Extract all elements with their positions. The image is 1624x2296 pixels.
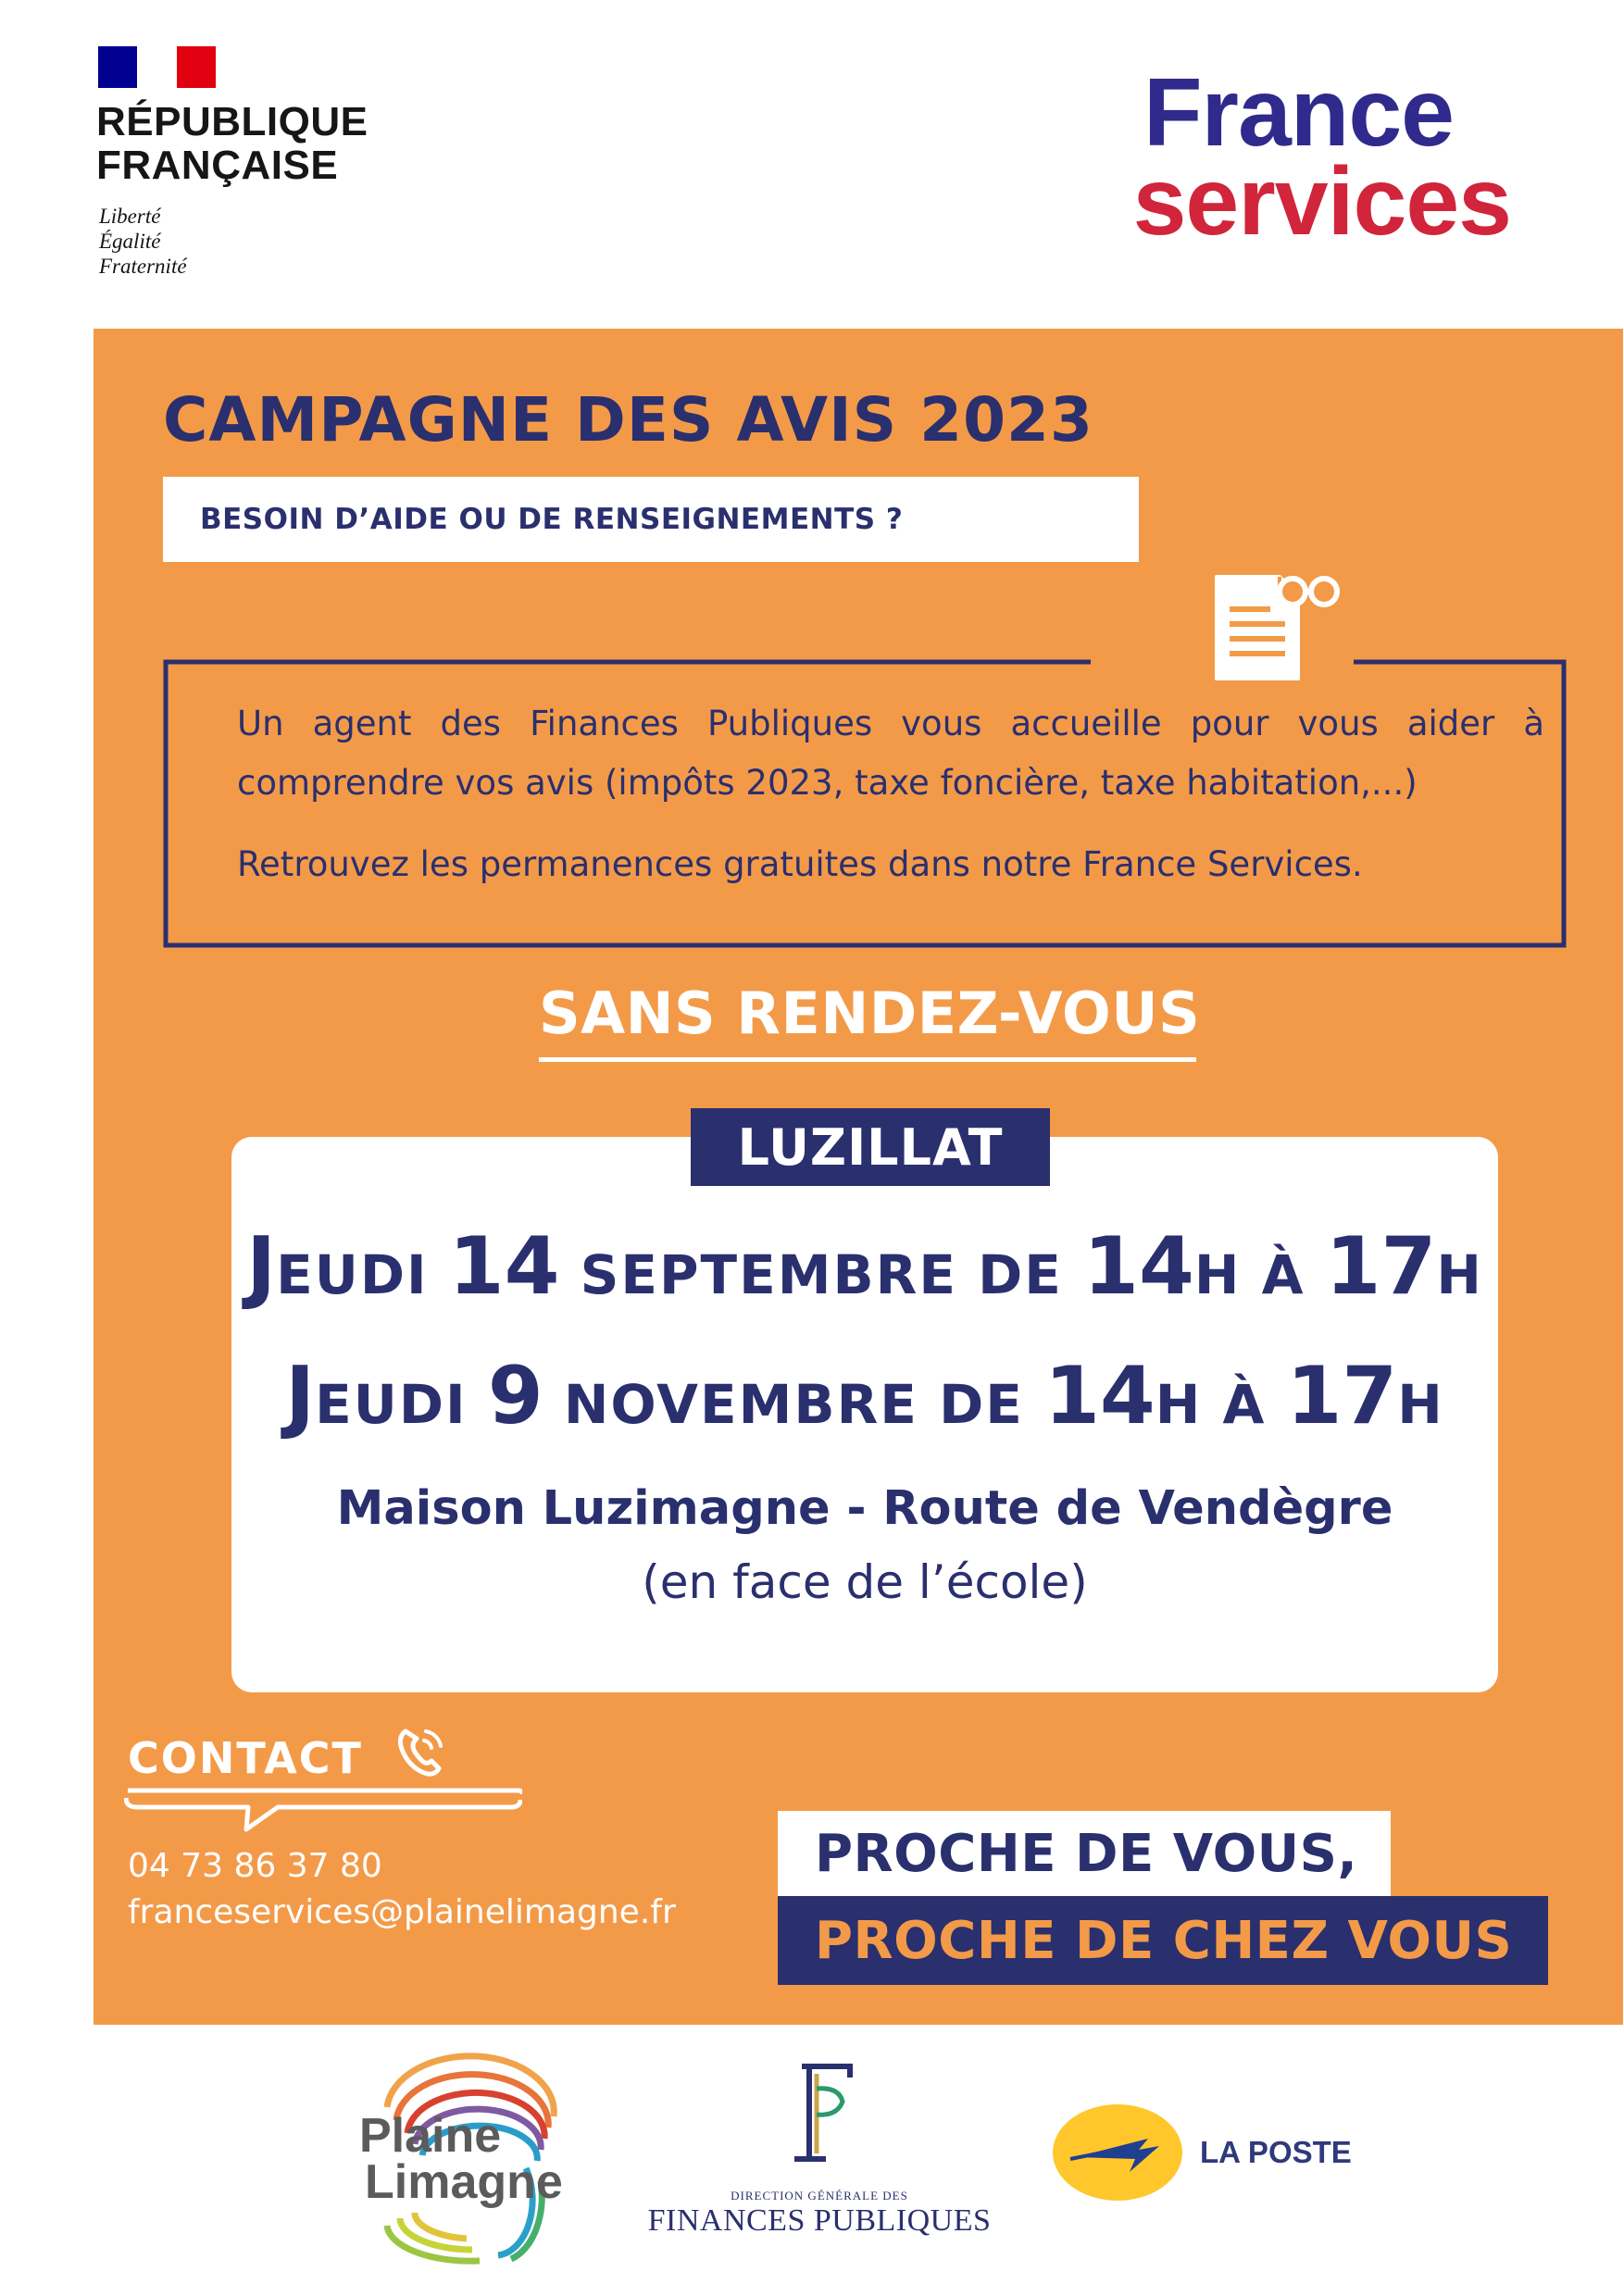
france-services-logo: France services (1132, 59, 1511, 256)
sans-rendez-vous-underline (539, 1057, 1196, 1062)
help-banner (163, 477, 1139, 562)
event-place-note: (en face de l’école) (642, 1555, 1088, 1609)
slogan-line-2: PROCHE DE CHEZ VOUS (778, 1896, 1548, 1985)
town-name: LUZILLAT (737, 1117, 1004, 1177)
phone-icon (393, 1724, 448, 1779)
dgfip-logo (781, 2061, 856, 2165)
la-poste-logo (1052, 2103, 1183, 2202)
plaine-limagne-text: Plaine Limagne (359, 2109, 563, 2209)
help-banner-text: BESOIN D’AIDE OU DE RENSEIGNEMENTS ? (200, 503, 904, 536)
contact-label: CONTACT (128, 1733, 363, 1783)
dgfip-title: FINANCES PUBLIQUES (647, 2203, 992, 2238)
slogan-line-1: PROCHE DE VOUS, (778, 1811, 1391, 1896)
event-place: Maison Luzimagne - Route de Vendègre (336, 1481, 1393, 1536)
dgfip-subtitle: DIRECTION GÉNÉRALE DES (731, 2189, 908, 2202)
date-line-1: JEUDI 14 SEPTEMBRE DE 14H À 17H (246, 1220, 1483, 1313)
marianne-logo (98, 46, 216, 88)
republique-francaise-title: RÉPUBLIQUE FRANÇAISE (96, 99, 369, 188)
town-tag (691, 1108, 1050, 1186)
info-text (237, 694, 1544, 894)
date-line-2: JEUDI 9 NOVEMBRE DE 14H À 17H (285, 1350, 1444, 1442)
campaign-title: CAMPAGNE DES AVIS 2023 (163, 384, 1093, 455)
sans-rendez-vous-heading: SANS RENDEZ-VOUS (539, 980, 1201, 1047)
info-paragraph-1: Un agent des Finances Publiques vous accueille pour vous aider à comprendre vos avis (impôts 2023, taxe foncière, taxe habitation,...) (237, 704, 1544, 803)
contact-email[interactable]: franceservices@plainelimagne.fr (128, 1893, 676, 1931)
speech-bubble-line (124, 1787, 522, 1852)
la-poste-text: LA POSTE (1200, 2135, 1352, 2169)
contact-phone[interactable]: 04 73 86 37 80 (128, 1847, 382, 1885)
info-paragraph-2: Retrouvez les permanences gratuites dans notre France Services. (237, 844, 1363, 884)
devise: Liberté Égalité Fraternité (99, 205, 187, 278)
